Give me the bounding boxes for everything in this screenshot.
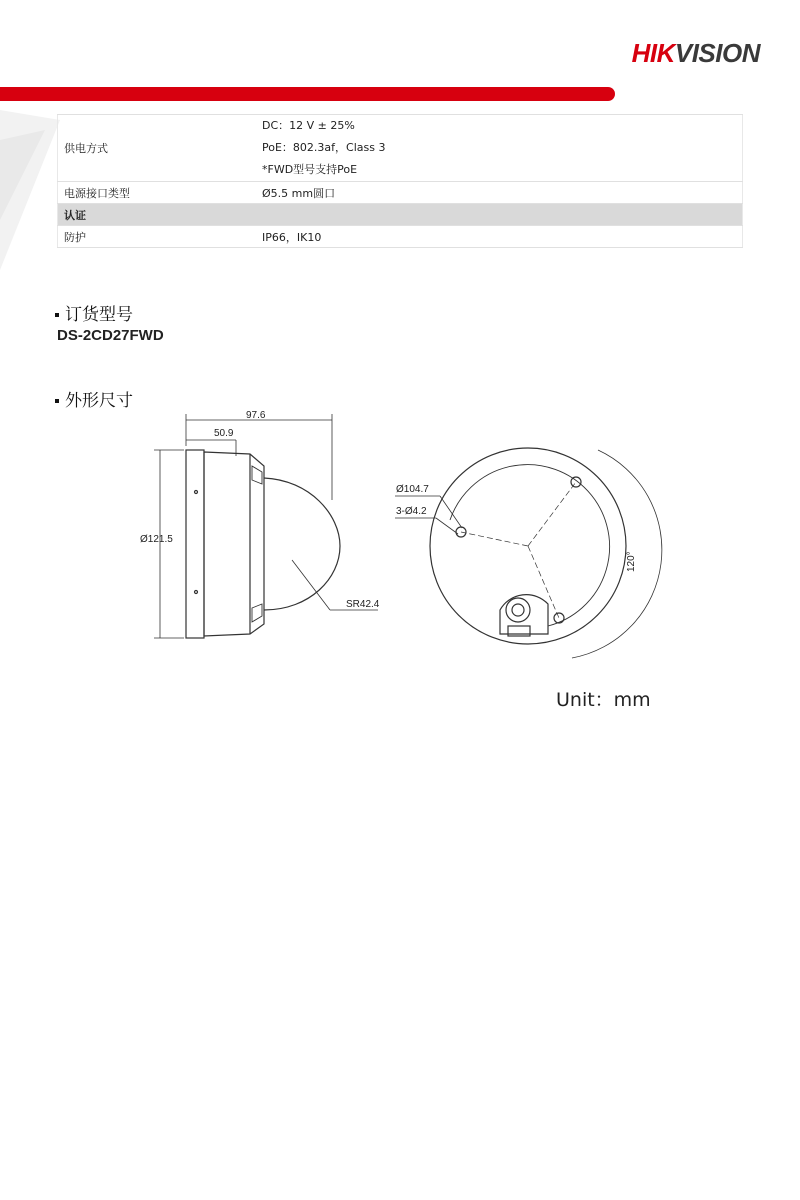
bullet-icon (55, 313, 59, 317)
order-section-title: 订货型号 (55, 300, 133, 325)
angle-label: 120° (626, 551, 637, 572)
holes-label: 3-Ø4.2 (396, 506, 427, 517)
spec-table (57, 114, 743, 248)
spec-value (256, 115, 743, 182)
spec-value-line: DC：12 V ± 25% (262, 119, 355, 132)
unit-label: Unit：mm (556, 689, 651, 711)
dimension-drawing (0, 400, 800, 670)
spec-value: IP66，IK10 (256, 226, 743, 248)
spec-key: 电源接口类型 (58, 182, 257, 204)
model-number: DS-2CD27FWD (57, 327, 164, 344)
dome-radius-label: SR42.4 (346, 599, 380, 610)
side-view (186, 450, 340, 638)
spec-value-line: PoE：802.3af，Class 3 (262, 141, 386, 154)
spec-section-certification (58, 204, 743, 226)
diameter-label: Ø121.5 (140, 534, 173, 545)
base-length-label: 50.9 (214, 428, 234, 439)
front-dimension-lines (395, 450, 662, 658)
dimensions-section-title: 外形尺寸 (55, 386, 133, 411)
mount-diameter-label: Ø104.7 (396, 484, 429, 495)
spec-key: 供电方式 (58, 115, 257, 182)
spec-row-protection (58, 226, 743, 248)
spec-row-power-supply (58, 115, 743, 182)
spec-value-line: *FWD型号支持PoE (262, 163, 358, 176)
spec-key: 防护 (58, 226, 257, 248)
hikvision-logo: HIKVISION (631, 38, 760, 68)
overall-length-label: 97.6 (246, 410, 266, 421)
spec-row-power-interface (58, 182, 743, 204)
side-dimension-lines (154, 414, 378, 638)
spec-value: Ø5.5 mm圆口 (256, 182, 743, 204)
header-red-bar (0, 87, 615, 101)
spec-section-title: 认证 (58, 204, 743, 226)
